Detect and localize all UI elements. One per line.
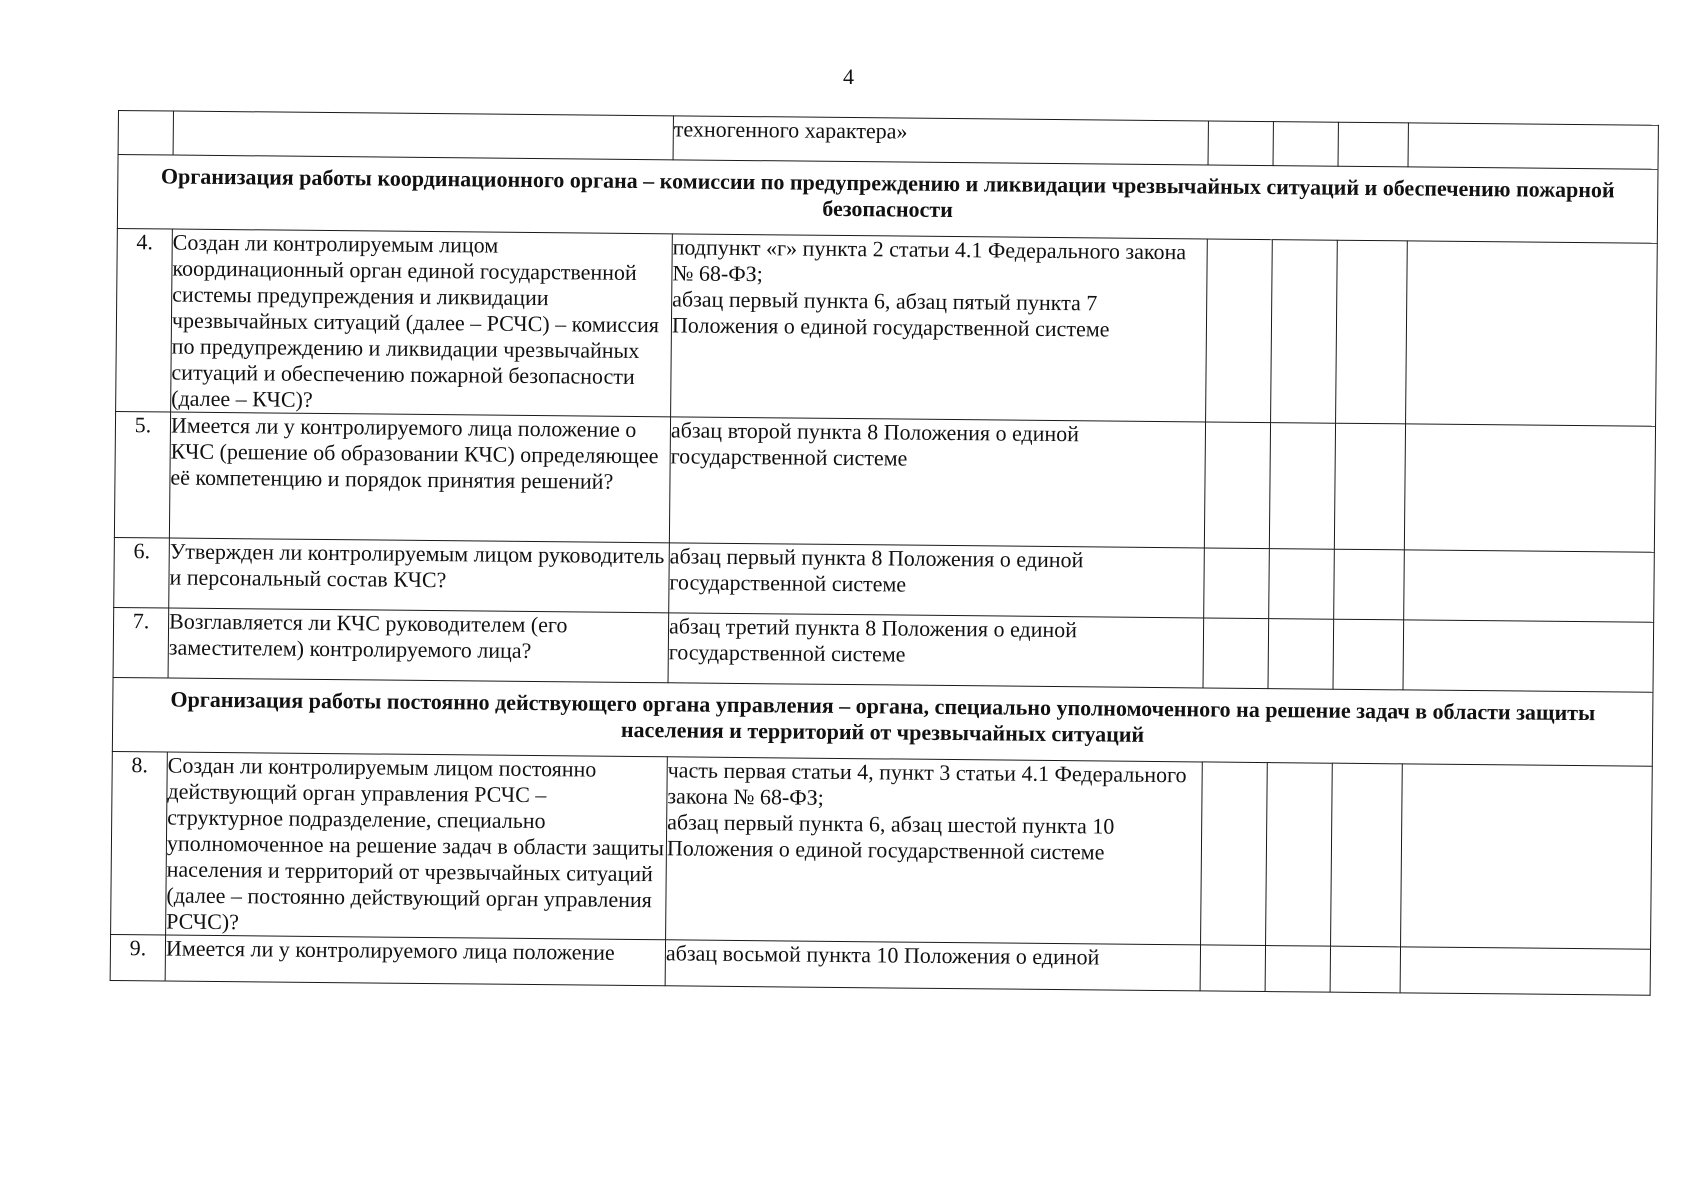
answer-na-cell	[1336, 240, 1408, 424]
question-cell: Утвержден ли контролируемым лицом руководитель и персональный состав КЧС?	[169, 538, 670, 613]
comment-cell	[1404, 424, 1655, 552]
basis-cell: часть первая статьи 4, пункт 3 статьи 4.1 Федерального закона № 68-ФЗ; абзац первый пункта 6, абзац шестой пункта 10 Положения о единой государственной системе	[666, 757, 1203, 945]
comment-cell	[1400, 947, 1650, 995]
question-cell: Создан ли контролируемым лицом постоянно действующий орган управления РСЧС – структурное подразделение, специально уполномоченное на решение задач в области защиты населения и территорий от чрезвычайных ситуаций (далее – постоянно действующий орган управления РСЧС)?	[166, 752, 668, 940]
answer-na-cell	[1338, 122, 1408, 167]
question-cell	[173, 111, 673, 160]
number-cell	[118, 111, 173, 156]
basis-cell: абзац третий пункта 8 Положения о единой государственной системе	[668, 613, 1204, 688]
answer-yes-cell	[1206, 239, 1273, 423]
answer-na-cell	[1331, 763, 1403, 947]
row-number: 5.	[114, 411, 170, 538]
comment-cell	[1404, 550, 1655, 622]
answer-no-cell	[1273, 122, 1338, 167]
answer-no-cell	[1271, 240, 1338, 424]
checklist-table	[110, 110, 1659, 996]
answer-na-cell	[1330, 946, 1400, 993]
basis-cell: абзац восьмой пункта 10 Положения о единой	[665, 940, 1200, 991]
row-number: 6.	[114, 537, 170, 608]
answer-no-cell	[1265, 946, 1330, 993]
answer-yes-cell	[1203, 618, 1269, 689]
basis-cell: подпункт «г» пункта 2 статьи 4.1 Федерального закона № 68-ФЗ; абзац первый пункта 6, абзац пятый пункта 7 Положения о единой государственной системе	[671, 234, 1208, 422]
answer-yes-cell	[1204, 422, 1270, 549]
table-row	[116, 228, 1658, 426]
answer-yes-cell	[1208, 121, 1273, 166]
checklist-sheet	[110, 110, 1658, 996]
answer-yes-cell	[1204, 548, 1270, 619]
table-row	[111, 751, 1653, 949]
section-title: Организация работы постоянно действующего органа управления – органа, специально уполномоченного на решение задач в области защиты населения и территорий от чрезвычайных ситуаций	[112, 677, 1653, 766]
answer-na-cell	[1333, 619, 1404, 690]
row-number: 4.	[116, 228, 173, 412]
comment-cell	[1401, 764, 1653, 949]
answer-na-cell	[1334, 549, 1405, 620]
table-row	[114, 411, 1655, 552]
question-cell: Создан ли контролируемым лицом координационный орган единой государственной системы предупреждения и ликвидации чрезвычайных ситуаций (далее – РСЧС) – комиссия по предупреждению и ликвидации чрезвычайных ситуаций и обеспечению пожарной безопасности (далее – КЧС)?	[171, 229, 673, 417]
answer-no-cell	[1269, 423, 1335, 550]
basis-cell: техногенного характера»	[673, 116, 1208, 165]
row-number: 9.	[110, 934, 165, 981]
question-cell: Возглавляется ли КЧС руководителем (его заместителем) контролируемого лица?	[168, 608, 669, 683]
question-cell: Имеется ли у контролируемого лица положение	[165, 935, 665, 986]
answer-no-cell	[1269, 549, 1335, 620]
answer-no-cell	[1268, 619, 1334, 690]
question-cell: Имеется ли у контролируемого лица положение о КЧС (решение об образовании КЧС) определяющее её компетенцию и порядок принятия решений?	[169, 412, 670, 543]
comment-cell	[1406, 241, 1658, 426]
comment-cell	[1408, 123, 1658, 169]
basis-cell: абзац первый пункта 8 Положения о единой государственной системе	[669, 543, 1205, 618]
row-number: 8.	[111, 751, 168, 935]
section-title: Организация работы координационного органа – комиссии по предупреждению и ликвидации чрезвычайных ситуаций и обеспечению пожарной безопасности	[117, 155, 1658, 244]
basis-cell: абзац второй пункта 8 Положения о единой государственной системе	[669, 417, 1205, 548]
answer-yes-cell	[1201, 762, 1268, 946]
row-number: 7.	[113, 607, 169, 678]
answer-na-cell	[1334, 423, 1405, 550]
page-number: 4	[843, 64, 854, 89]
answer-yes-cell	[1200, 945, 1265, 992]
answer-no-cell	[1266, 763, 1333, 947]
comment-cell	[1403, 620, 1654, 692]
